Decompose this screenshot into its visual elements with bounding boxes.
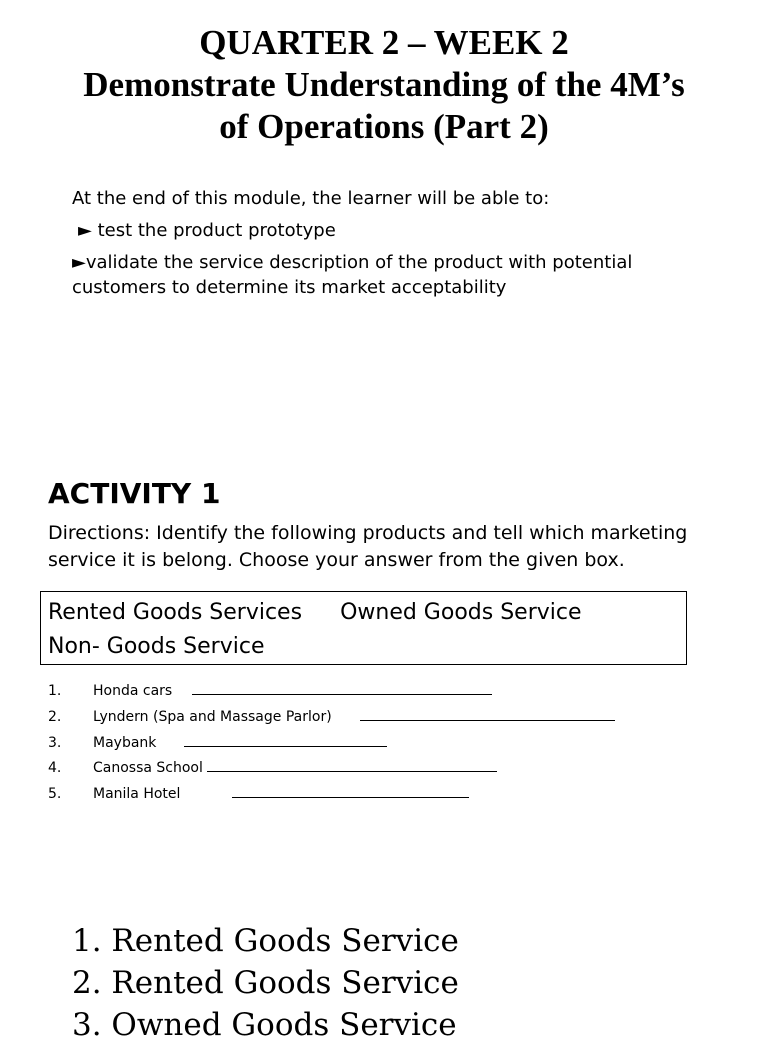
list-item <box>48 706 688 732</box>
activity-item-list <box>48 680 688 809</box>
page-title <box>0 22 768 148</box>
answer-choices-box <box>40 591 687 665</box>
choice-row <box>48 596 686 630</box>
item-number: 2. <box>48 708 62 725</box>
answer-line: 1. Rented Goods Service <box>72 923 459 959</box>
answer-line: 2. Rented Goods Service <box>72 965 459 1001</box>
list-item <box>48 732 688 758</box>
choice-owned-goods: Owned Goods Service <box>340 600 582 625</box>
item-number: 4. <box>48 760 62 777</box>
item-label: Manila Hotel <box>93 786 181 803</box>
answer-blank[interactable] <box>232 783 469 798</box>
item-label: Canossa School <box>93 760 203 777</box>
item-label: Honda cars <box>93 683 173 699</box>
activity-directions: Directions: Identify the following products and tell which marketing service it is belong. Choose your answer from the given box. <box>48 522 688 571</box>
list-item <box>48 680 688 706</box>
choice-rented-goods: Rented Goods Services <box>48 600 303 625</box>
activity-heading: ACTIVITY 1 <box>48 477 221 510</box>
answer-key <box>72 920 752 1046</box>
choice-row <box>48 630 686 664</box>
answer-blank[interactable] <box>192 680 492 695</box>
title-line-2: Demonstrate Understanding of the 4M’s <box>83 65 685 104</box>
learning-objectives <box>72 186 712 307</box>
item-number: 3. <box>48 734 62 751</box>
objective-item: ► test the product prototype <box>78 220 336 241</box>
choice-non-goods: Non- Goods Service <box>48 634 265 659</box>
item-number: 1. <box>48 683 62 699</box>
title-line-3: of Operations (Part 2) <box>219 107 549 146</box>
answer-blank[interactable] <box>184 732 387 747</box>
answer-blank[interactable] <box>360 706 615 721</box>
item-number: 5. <box>48 786 62 803</box>
objective-item: ►validate the service description of the product with potential customers to determine its market acceptability <box>72 252 633 298</box>
answer-line: 3. Owned Goods Service <box>72 1007 457 1043</box>
title-line-1: QUARTER 2 – WEEK 2 <box>199 23 569 62</box>
item-label: Maybank <box>93 734 157 751</box>
list-item <box>48 757 688 783</box>
item-label: Lyndern (Spa and Massage Parlor) <box>93 708 332 725</box>
answer-blank[interactable] <box>207 757 497 772</box>
objectives-intro: At the end of this module, the learner will be able to: <box>72 188 550 209</box>
list-item <box>48 783 688 809</box>
